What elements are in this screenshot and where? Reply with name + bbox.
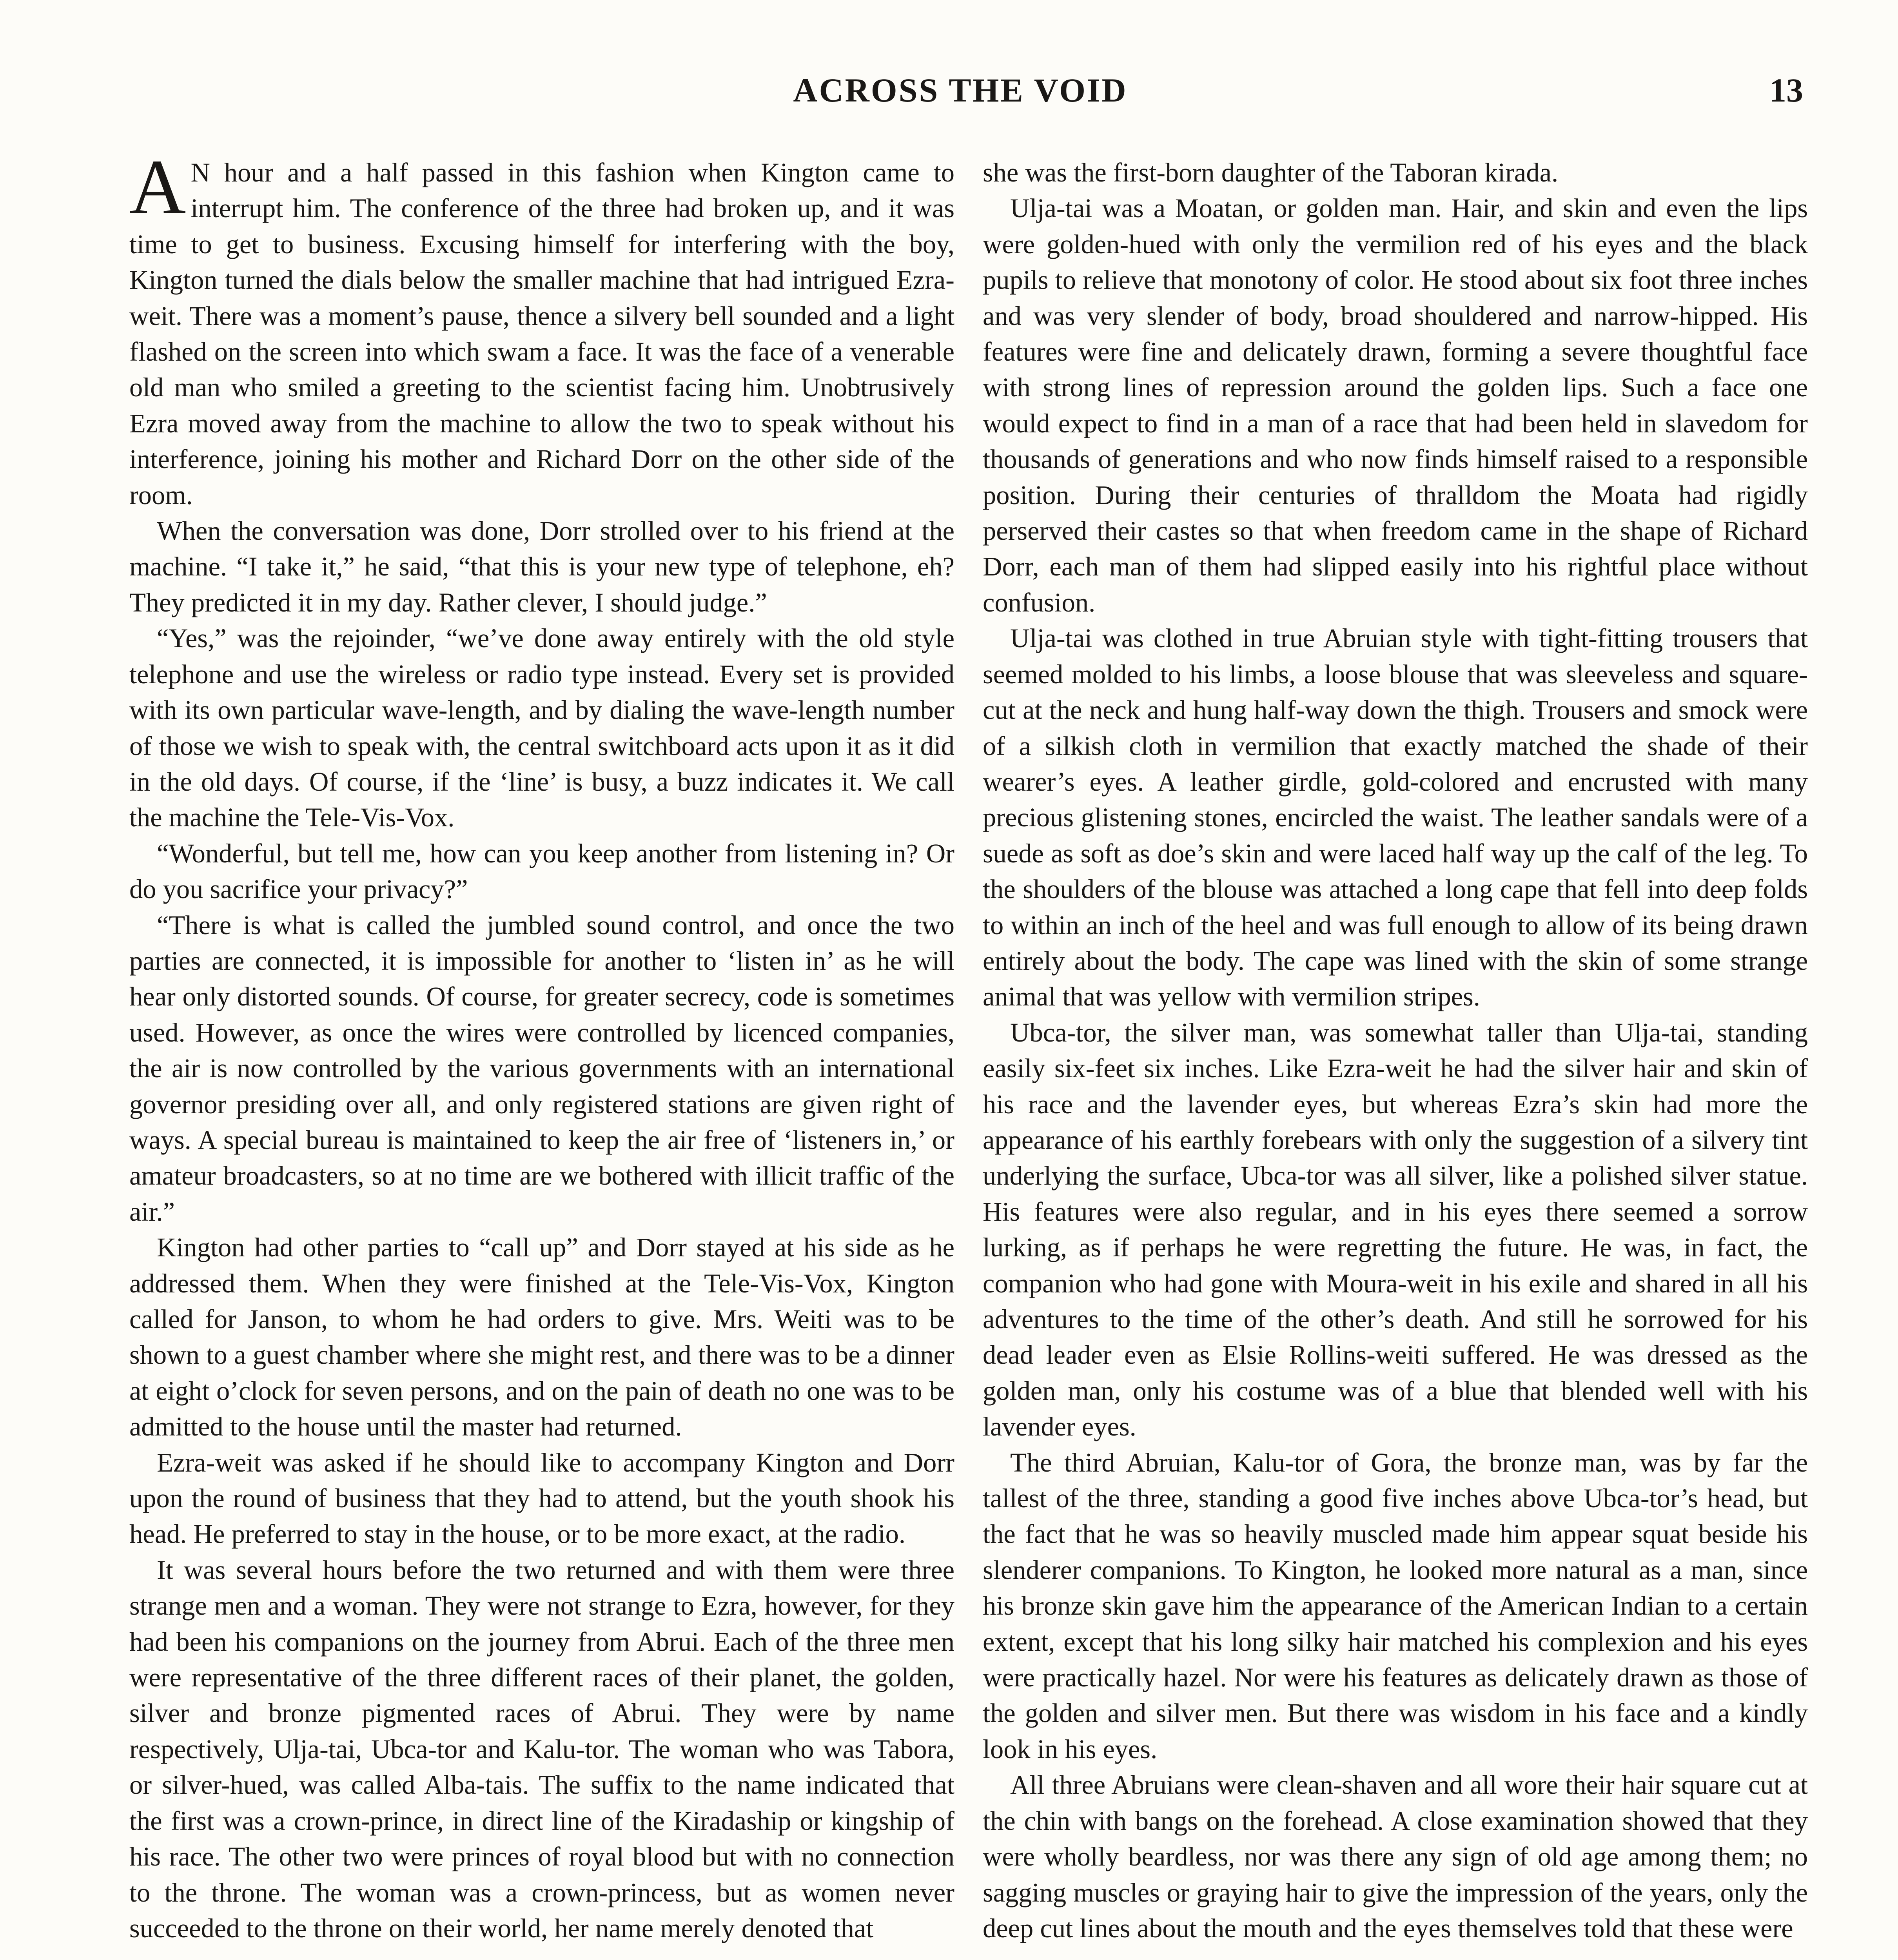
- left-column: [129, 144, 954, 1946]
- paragraph: “There is what is called the jumbled sound control, and once the two parties are connected, it is impossible for another to ‘listen in’ as he will hear only distorted sounds. Of course, for greater secrecy, code is sometimes used. However, as once the wires were controlled by licenced companies, the air is now controlled by the various governments with an international governor presiding over all, and only registered stations are given right of ways. A special bureau is maintained to keep the air free of ‘listeners in,’ or amateur broadcasters, so at no time are we bothered with illicit traffic of the air.”: [129, 910, 954, 1227]
- paragraph: “Yes,” was the rejoinder, “we’ve done away entirely with the old style telephone and use the wireless or radio type instead. Every set is provided with its own particular wave-length, and by dialing the wave-length number of those we wish to speak with, the central switchboard acts upon it as it did in the old days. Of course, if the ‘line’ is busy, a buzz indicates it. We call the machine the Tele-Vis-Vox.: [129, 623, 954, 833]
- paragraph: Ulja-tai was a Moatan, or golden man. Hair, and skin and even the lips were golden-hued with only the vermilion red of his eyes and the black pupils to relieve that monotony of color. He stood about six foot three inches and was very slender of body, broad shouldered and narrow-hipped. His features were fine and delicately drawn, forming a severe thoughtful face with strong lines of repression around the golden lips. Such a face one would expect to find in a man of a race that had been held in slavedom for thousands of generations and who now finds himself raised to a responsible position. During their centuries of thralldom the Moata had rigidly perserved their castes so that when freedom came in the shape of Richard Dorr, each man of them had slipped easily into his rightful place without confusion.: [983, 193, 1808, 617]
- paragraph: It was several hours before the two returned and with them were three strange men and a woman. They were not strange to Ezra, however, for they had been his companions on the journey from Abrui. Each of the three men were representative of the three different races of their planet, the golden, silver and bronze pigmented races of Abrui. They were by name respectively, Ulja-tai, Ubca-tor and Kalu-tor. The woman who was Tabora, or silver-hued, was called Alba-tais. The suffix to the name indicated that the first was a crown-prince, in direct line of the Kiradaship or kingship of his race. The other two were princes of royal blood but with no connection to the throne. The woman was a crown-princess, but as women never succeeded to the throne on their world, her name merely denoted that: [129, 1555, 954, 1943]
- drop-cap: A: [129, 144, 186, 230]
- paragraph: When the conversation was done, Dorr strolled over to his friend at the machine. “I take it,” he said, “that this is your new type of telephone, eh? They predicted it in my day. Rather clever, I should judge.”: [129, 516, 954, 617]
- paragraph: “Wonderful, but tell me, how can you keep another from listening in? Or do you sacrifice your privacy?”: [129, 838, 954, 904]
- paragraph-text: N hour and a half passed in this fashion when Kington came to interrupt him. The conference of the three had broken up, and it was time to get to business. Excusing himself for interfering with the boy, Kington turned the dials below the smaller machine that had intrigued Ezra-weit. There was a moment’s pause, thence a silvery bell sounded and a light flashed on the screen into which swam a face. It was the face of a venerable old man who smiled a greeting to the scientist facing him. Unobtrusively Ezra moved away from the machine to allow the two to speak without his interference, joining his mother and Richard Dorr on the other side of the room.: [129, 158, 954, 510]
- paragraph: The third Abruian, Kalu-tor of Gora, the bronze man, was by far the tallest of the three, standing a good five inches above Ubca-tor’s head, but the fact that he was so heavily muscled made him appear squat beside his slenderer companions. To Kington, he looked more natural as a man, since his bronze skin gave him the appearance of the American Indian to a certain extent, except that his long silky hair matched his complexion and his eyes were practically hazel. Nor were his features as delicately drawn as those of the golden and silver men. But there was wisdom in his face and a kindly look in his eyes.: [983, 1447, 1808, 1764]
- page-header: [118, 71, 1803, 129]
- paragraph: [129, 144, 954, 513]
- paragraph: she was the first-born daughter of the Taboran kirada.: [983, 158, 1559, 187]
- paragraph: Kington had other parties to “call up” and Dorr stayed at his side as he addressed them. When they were finished at the Tele-Vis-Vox, Kington called for Janson, to whom he had orders to give. Mrs. Weiti was to be shown to a guest chamber where she might rest, and there was to be a dinner at eight o’clock for seven persons, and on the pain of death no one was to be admitted to the house until the master had returned.: [129, 1232, 954, 1442]
- page-number: 13: [1769, 71, 1803, 109]
- paragraph: All three Abruians were clean-shaven and all wore their hair square cut at the chin with bangs on the forehead. A close examination showed that they were wholly beardless, nor was there any sign of old age among them; no sagging muscles or graying hair to give the impression of the years, only the deep cut lines about the mouth and the eyes themselves told that these were: [983, 1770, 1808, 1943]
- paragraph: Ezra-weit was asked if he should like to accompany Kington and Dorr upon the round of business that they had to attend, but the youth shook his head. He preferred to stay in the house, or to be more exact, at the radio.: [129, 1447, 954, 1549]
- right-column: [983, 155, 1808, 1946]
- running-title: ACROSS THE VOID: [793, 71, 1128, 109]
- paragraph: Ubca-tor, the silver man, was somewhat taller than Ulja-tai, standing easily six-feet six inches. Like Ezra-weit he had the silver hair and skin of his race and the lavender eyes, but whereas Ezra’s skin had more the appearance of his earthly forebears with only the suggestion of a silvery tint underlying the surface, Ubca-tor was all silver, like a polished silver statue. His features were also regular, and in his eyes there seemed a sorrow lurking, as if perhaps he were regretting the future. He was, in fact, the companion who had gone with Moura-weit in his exile and shared in all his adventures to the time of the other’s death. And still he sorrowed for his dead leader even as Elsie Rollins-weiti suffered. He was dressed as the golden man, only his costume was of a blue that blended well with his lavender eyes.: [983, 1017, 1808, 1442]
- paragraph: Ulja-tai was clothed in true Abruian style with tight-fitting trousers that seemed molded to his limbs, a loose blouse that was sleeveless and square-cut at the neck and hung half-way down the thigh. Trousers and smock were of a silkish cloth in vermilion that exactly matched the shade of their wearer’s eyes. A leather girdle, gold-colored and encrusted with many precious glistening stones, encircled the waist. The leather sandals were of a suede as soft as doe’s skin and were laced half way up the calf of the leg. To the shoulders of the blouse was attached a long cape that fell into deep folds to within an inch of the heel and was full enough to allow of its being drawn entirely about the body. The cape was lined with the skin of some strange animal that was yellow with vermilion stripes.: [983, 623, 1808, 1012]
